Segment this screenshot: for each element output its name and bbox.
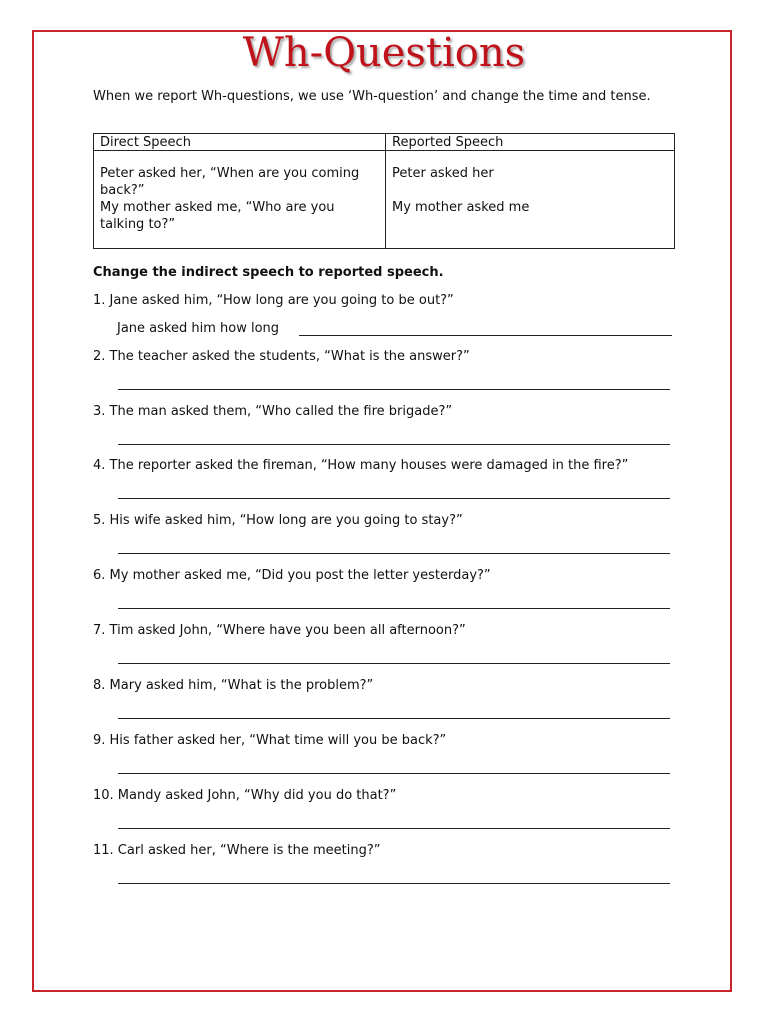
question-2: 2. The teacher asked the students, “What is the answer?” xyxy=(93,349,470,364)
instruction-text: Change the indirect speech to reported speech. xyxy=(93,265,444,280)
intro-text: When we report Wh-questions, we use ‘Wh-question’ and change the time and tense. xyxy=(93,89,651,104)
answer-line-10[interactable] xyxy=(118,828,670,829)
answer-line-8[interactable] xyxy=(118,718,670,719)
answer-line-4[interactable] xyxy=(118,498,670,499)
direct-example-1: Peter asked her, “When are you coming back?” xyxy=(100,166,360,198)
question-9: 9. His father asked her, “What time will you be back?” xyxy=(93,733,447,748)
answer-line-2[interactable] xyxy=(118,389,670,390)
question-6: 6. My mother asked me, “Did you post the letter yesterday?” xyxy=(93,568,491,583)
answer-line-7[interactable] xyxy=(118,663,670,664)
answer-line-1[interactable] xyxy=(299,335,672,336)
answer-prompt-1: Jane asked him how long xyxy=(117,321,280,336)
page-title: Wh-Questions xyxy=(242,30,526,76)
reported-example-2: My mother asked me xyxy=(392,200,530,215)
header-reported-speech: Reported Speech xyxy=(386,134,675,151)
question-10: 10. Mandy asked John, “Why did you do that?” xyxy=(93,788,397,803)
question-3: 3. The man asked them, “Who called the fire brigade?” xyxy=(93,404,453,419)
answer-line-5[interactable] xyxy=(118,553,670,554)
question-8: 8. Mary asked him, “What is the problem?” xyxy=(93,678,374,693)
answer-line-9[interactable] xyxy=(118,773,670,774)
speech-table xyxy=(93,133,675,249)
question-4: 4. The reporter asked the fireman, “How many houses were damaged in the fire?” xyxy=(93,458,629,473)
header-direct-speech: Direct Speech xyxy=(94,134,386,151)
answer-line-6[interactable] xyxy=(118,608,670,609)
reported-example-1: Peter asked her xyxy=(392,166,494,181)
question-7: 7. Tim asked John, “Where have you been all afternoon?” xyxy=(93,623,466,638)
reported-speech-cell xyxy=(386,151,675,249)
question-5: 5. His wife asked him, “How long are you going to stay?” xyxy=(93,513,463,528)
question-1: 1. Jane asked him, “How long are you going to be out?” xyxy=(93,293,454,308)
question-11: 11. Carl asked her, “Where is the meeting?” xyxy=(93,843,381,858)
answer-line-3[interactable] xyxy=(118,444,670,445)
answer-line-11[interactable] xyxy=(118,883,670,884)
direct-example-2: My mother asked me, “Who are you talking to?” xyxy=(100,200,335,232)
direct-speech-cell xyxy=(94,151,386,249)
